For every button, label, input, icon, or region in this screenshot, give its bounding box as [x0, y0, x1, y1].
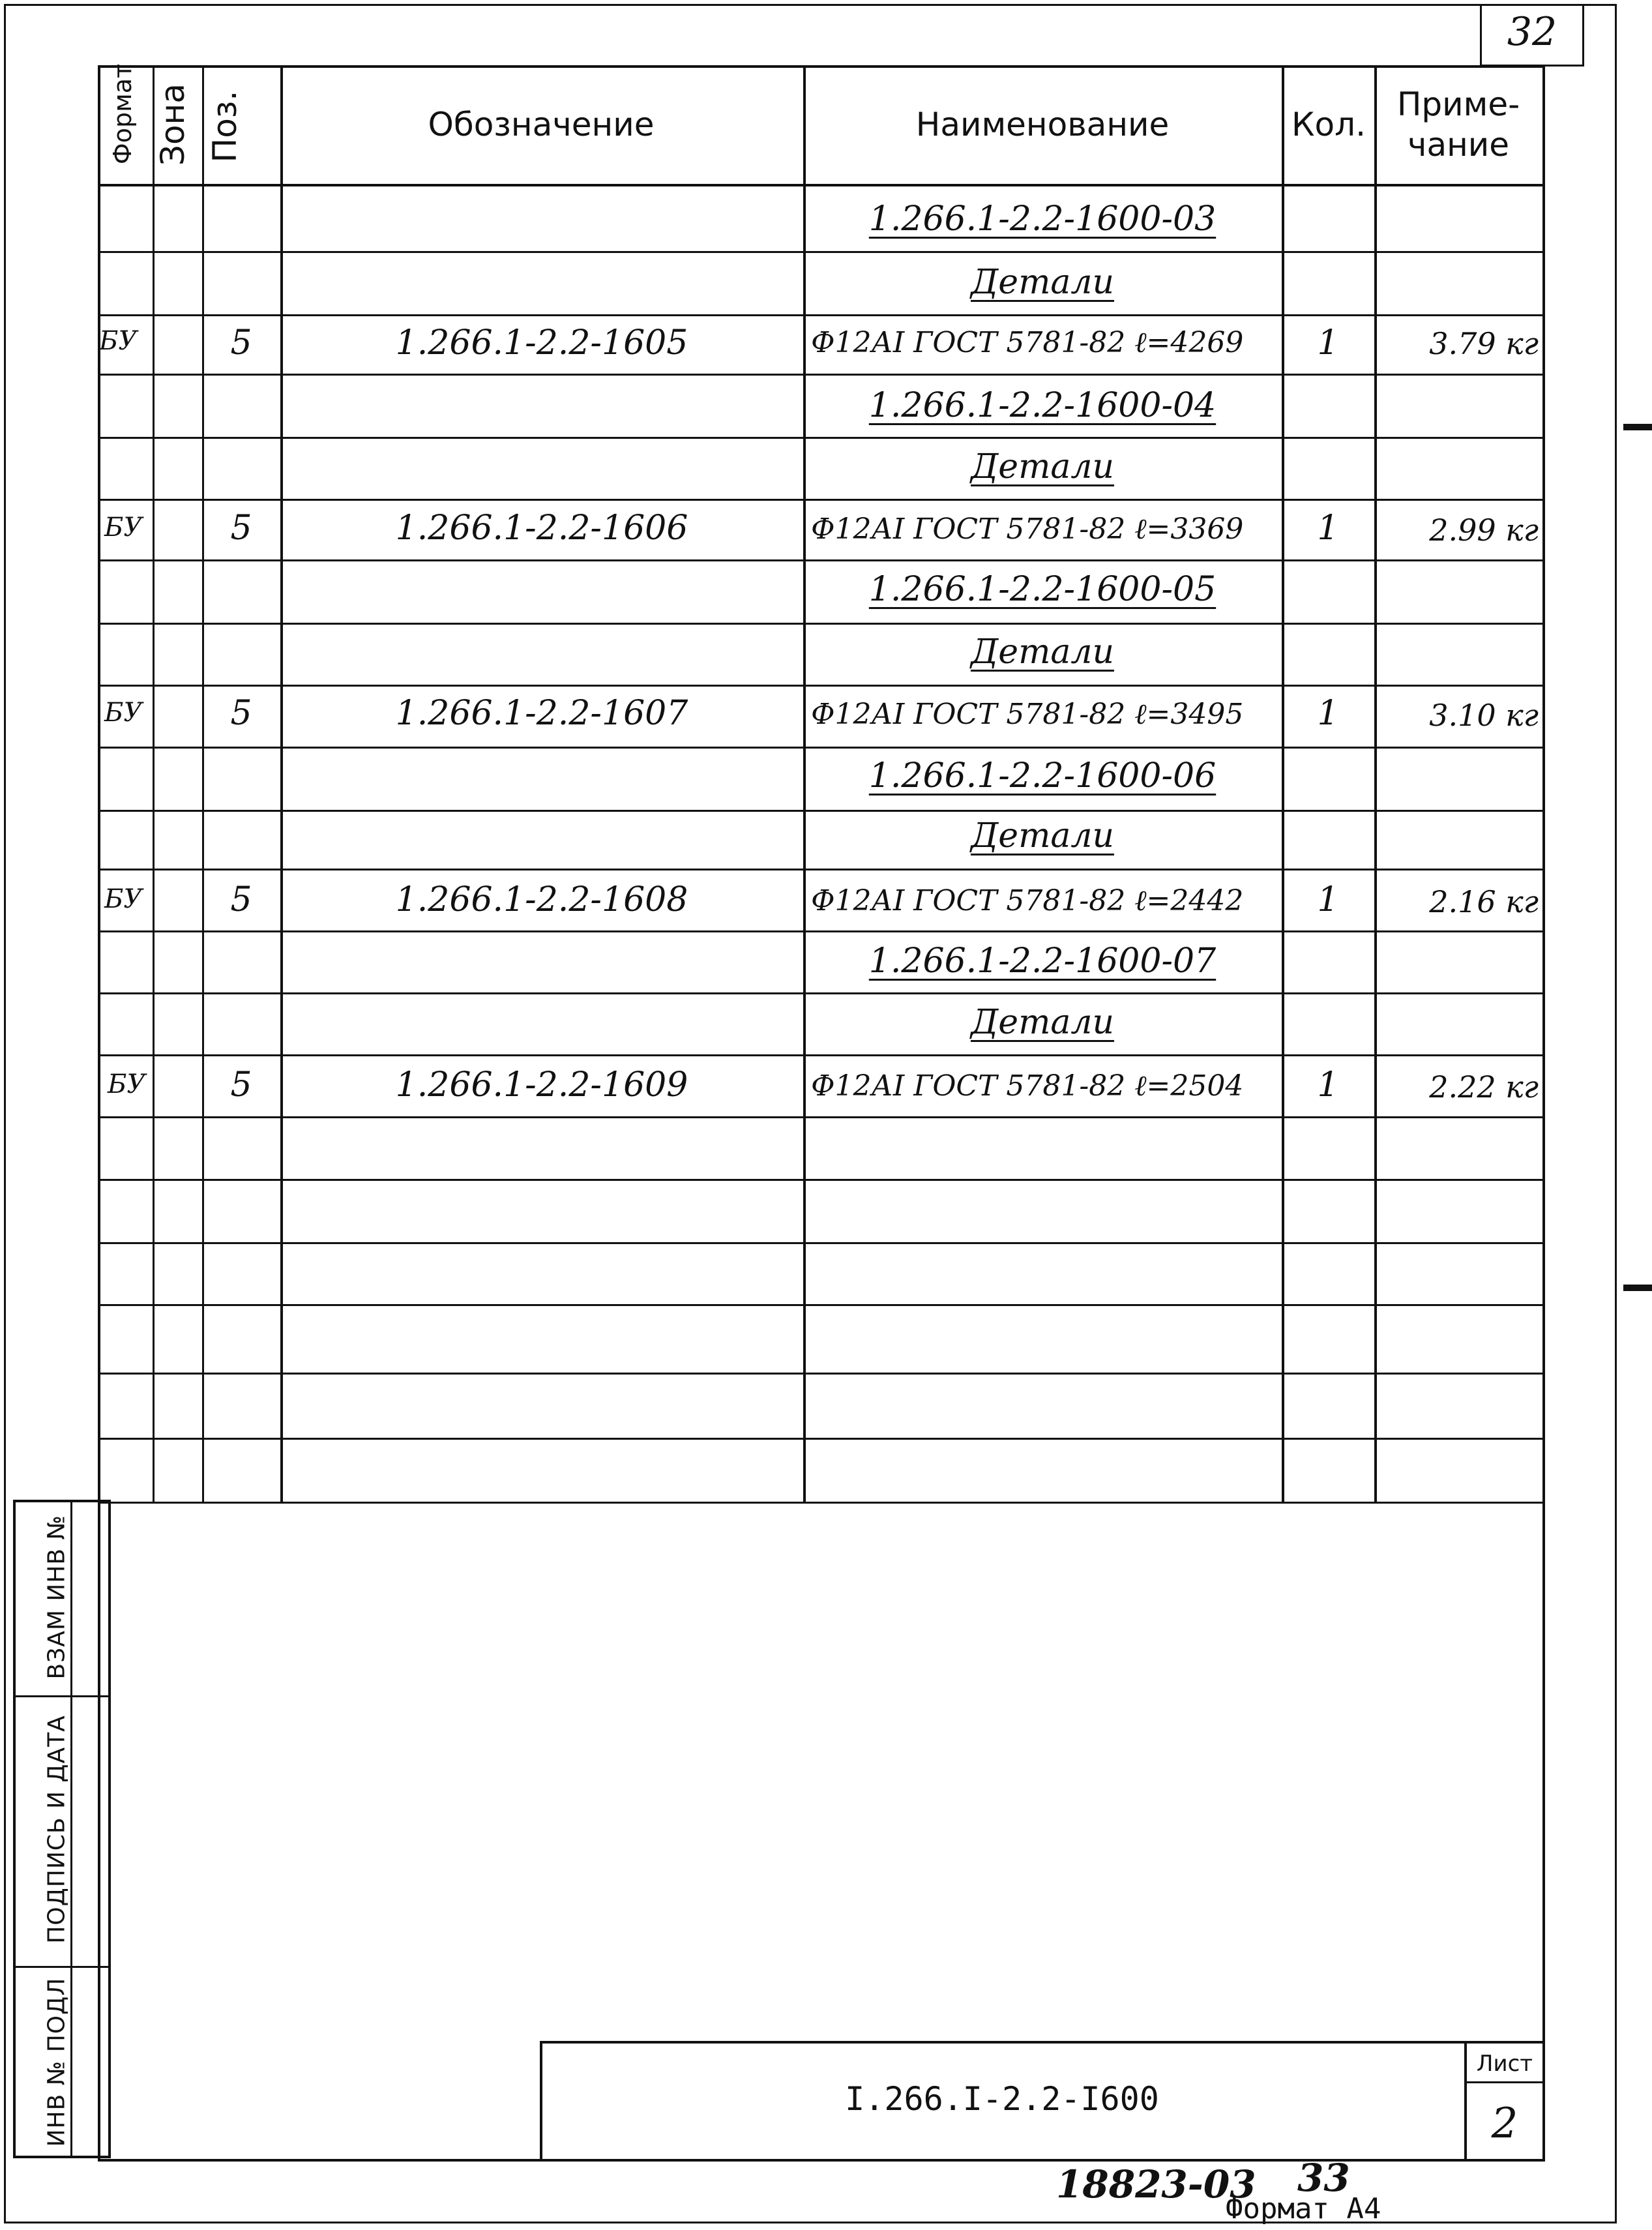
item-note: 3.79 кг	[1429, 326, 1539, 361]
row-line	[98, 437, 1545, 439]
table-bottom-line	[98, 1502, 1545, 1504]
item-designation: 1.266.1-2.2-1609	[395, 1065, 688, 1105]
item-designation: 1.266.1-2.2-1607	[395, 694, 688, 733]
header-format: Формат	[108, 63, 137, 164]
item-qty: 1	[1317, 509, 1339, 548]
page-number: 32	[1507, 9, 1557, 55]
assembly-title: 1.266.1-2.2-1600-04	[868, 386, 1217, 425]
header-pos: Поз.	[206, 90, 244, 163]
stamp-sheet-number: 2	[1491, 2100, 1518, 2148]
assembly-title: 1.266.1-2.2-1600-05	[868, 570, 1217, 609]
header-note-line2: чание	[1407, 126, 1510, 164]
item-name: Ф12АΙ ГОСТ 5781-82 ℓ=2442	[811, 884, 1244, 917]
header-note-line1: Приме-	[1396, 85, 1520, 123]
item-pos: 5	[230, 694, 252, 733]
stamp-document-code: I.266.I-2.2-I600	[845, 2080, 1159, 2118]
item-note: 2.22 кг	[1429, 1069, 1539, 1105]
assembly-title: 1.266.1-2.2-1600-03	[868, 200, 1217, 239]
col-line-note	[1374, 65, 1377, 1503]
section-title: Детали	[971, 816, 1114, 855]
item-format: БУ	[104, 513, 143, 543]
row-line	[98, 374, 1545, 376]
header-designation: Обозначение	[428, 105, 655, 143]
stamp-sheet-sep	[1464, 2081, 1545, 2083]
row-line	[98, 1373, 1545, 1375]
footer-format-label: Формат А4	[1226, 2192, 1381, 2225]
footer-archive-sheet: 33	[1297, 2156, 1350, 2200]
side-signature-date: ПОДПИСЬ И ДАТА	[43, 1715, 70, 1944]
row-line	[98, 1304, 1545, 1306]
item-format: БУ	[104, 884, 143, 914]
header-zone: Зона	[154, 83, 192, 166]
col-line-designation	[280, 65, 283, 1503]
item-note: 2.16 кг	[1429, 884, 1539, 919]
row-line	[98, 251, 1545, 253]
stamp-sheet-label: Лист	[1476, 2051, 1533, 2077]
item-pos: 5	[230, 1065, 252, 1105]
side-vzam-inv: ВЗАМ ИНВ №	[43, 1515, 70, 1680]
row-line	[98, 559, 1545, 561]
item-note: 2.99 кг	[1429, 513, 1539, 548]
item-qty: 1	[1317, 323, 1339, 363]
row-line	[98, 499, 1545, 501]
row-line	[98, 810, 1545, 812]
item-designation: 1.266.1-2.2-1606	[395, 509, 688, 548]
item-designation: 1.266.1-2.2-1605	[395, 323, 688, 363]
footer-archive-number: 18823-03	[1056, 2162, 1256, 2207]
item-pos: 5	[230, 509, 252, 548]
row-line	[98, 1438, 1545, 1440]
row-line	[98, 1116, 1545, 1118]
item-qty: 1	[1317, 880, 1339, 919]
section-title: Детали	[971, 447, 1114, 486]
item-pos: 5	[230, 323, 252, 363]
row-line	[98, 1179, 1545, 1181]
header-note	[1377, 65, 1540, 184]
row-line	[98, 314, 1545, 316]
side-strip-divider	[70, 1500, 72, 2158]
item-designation: 1.266.1-2.2-1608	[395, 880, 688, 919]
section-title: Детали	[971, 1003, 1114, 1042]
section-title: Детали	[971, 263, 1114, 302]
item-format: БУ	[99, 326, 138, 356]
edge-mark	[1623, 424, 1652, 430]
item-qty: 1	[1317, 1065, 1339, 1105]
col-line-zone	[153, 65, 155, 1503]
header-qty: Кол.	[1291, 105, 1366, 143]
col-line-qty	[1282, 65, 1284, 1503]
item-name: Ф12АΙ ГОСТ 5781-82 ℓ=3495	[811, 698, 1244, 731]
header-name: Наименование	[915, 105, 1170, 143]
item-name: Ф12АΙ ГОСТ 5781-82 ℓ=2504	[811, 1069, 1244, 1103]
row-line	[98, 992, 1545, 994]
assembly-title: 1.266.1-2.2-1600-06	[868, 756, 1217, 795]
row-line	[98, 747, 1545, 749]
item-pos: 5	[230, 880, 252, 919]
section-title: Детали	[971, 632, 1114, 672]
inner-frame	[98, 65, 1545, 2162]
item-qty: 1	[1317, 694, 1339, 733]
row-line	[98, 869, 1545, 870]
row-line	[98, 685, 1545, 687]
row-line	[98, 1242, 1545, 1244]
item-name: Ф12АΙ ГОСТ 5781-82 ℓ=4269	[811, 326, 1244, 359]
row-line	[98, 1054, 1545, 1056]
row-line	[98, 930, 1545, 932]
side-inv-no-podl: ИНВ № ПОДЛ	[43, 1977, 70, 2147]
header-bottom-line	[98, 184, 1545, 186]
item-name: Ф12АΙ ГОСТ 5781-82 ℓ=3369	[811, 513, 1244, 546]
item-note: 3.10 кг	[1429, 698, 1539, 733]
assembly-title: 1.266.1-2.2-1600-07	[868, 942, 1217, 981]
row-line	[98, 623, 1545, 625]
item-format: БУ	[104, 698, 143, 728]
item-format: БУ	[108, 1069, 146, 1099]
edge-mark	[1623, 1285, 1652, 1291]
col-line-pos	[202, 65, 204, 1503]
side-strip-sep	[13, 1695, 111, 1697]
